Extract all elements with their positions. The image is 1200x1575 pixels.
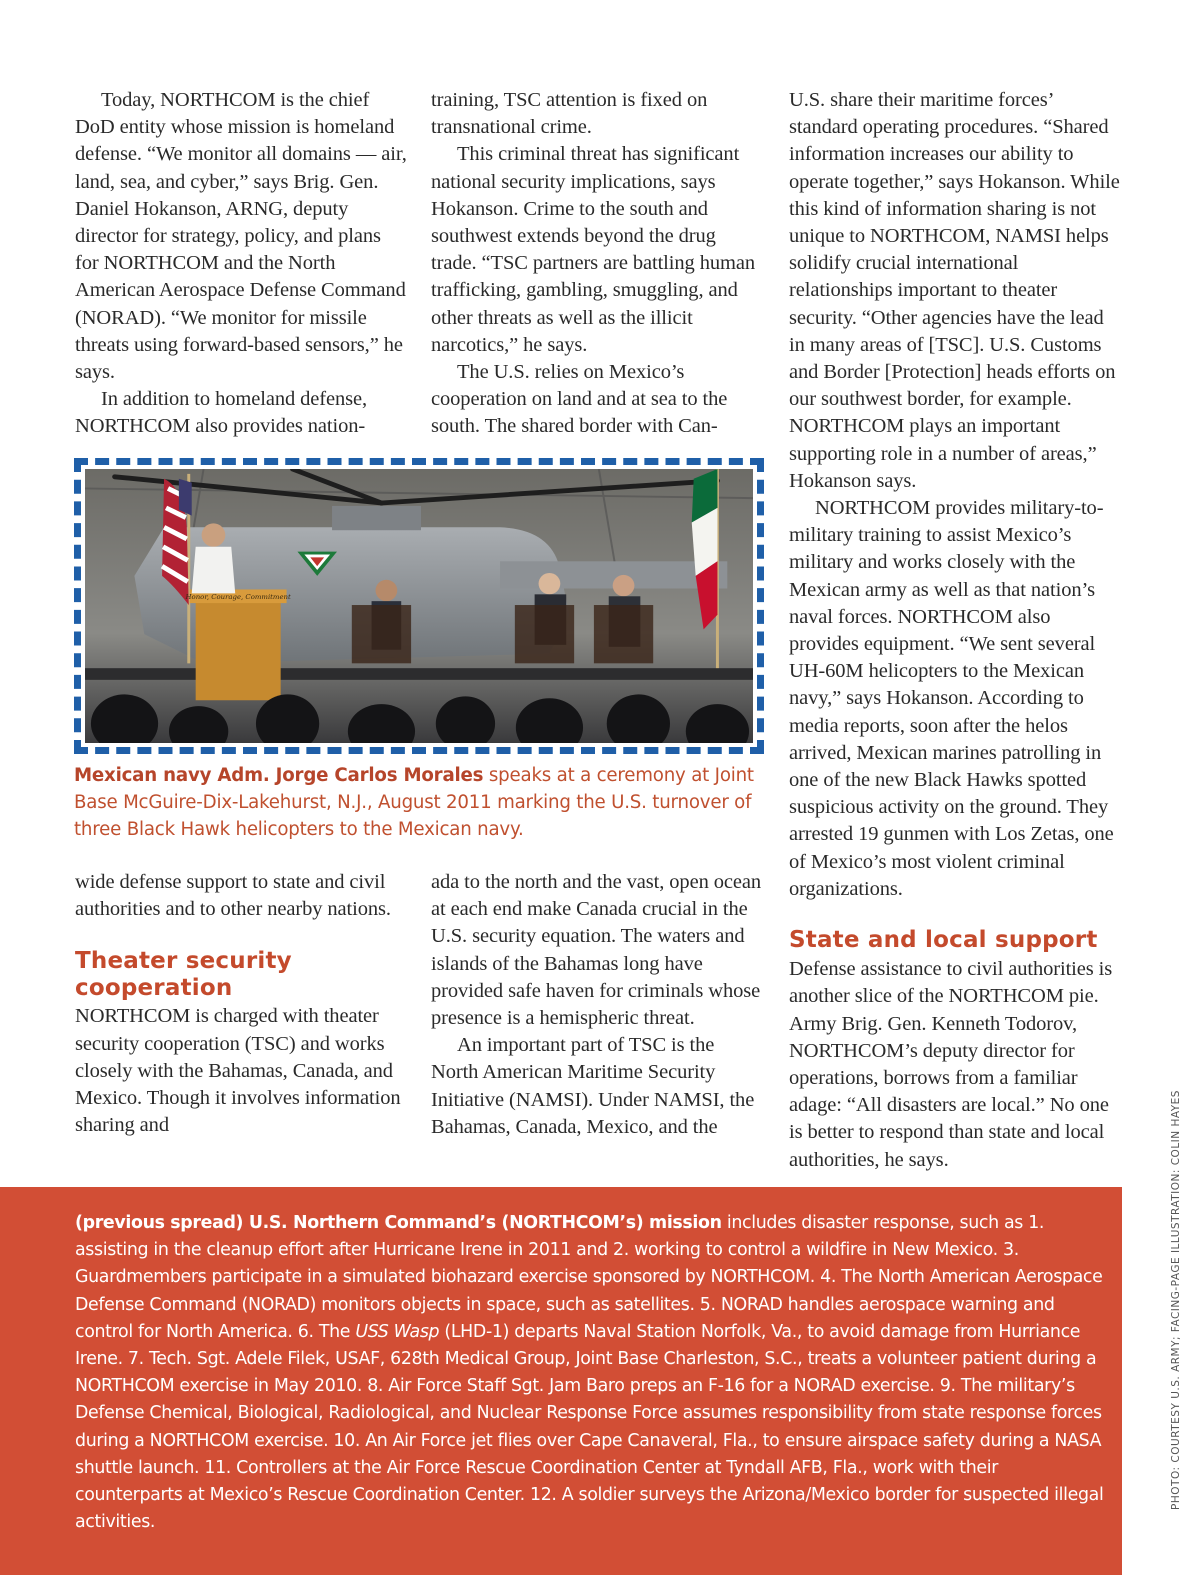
photo-credit: PHOTO: COURTESY U.S. ARMY; FACING-PAGE ILLUSTRATION: COLIN HAYES — [1170, 1090, 1182, 1510]
footer-text-part1: includes disaster response, such as 1. assisting in the cleanup effort after Hurricane Irene in 2011 and 2. working to control a wildfire in New Mexico. 3. Guardmembers participate in a simulated biohazard exercise sponsored by NORTHCOM. 4. The North American Aerospace Defense Command (NORAD) monitors objects in space, such as satellites. 5. NORAD handles aerospace warning and control for North America. 6. The — [75, 1213, 1103, 1342]
podium — [185, 589, 291, 700]
podium-sign: Honor, Courage, Commitment — [185, 593, 291, 602]
footer-text-part2: (LHD-1) departs Naval Station Norfolk, Va., to avoid damage from Hurriance Irene. 7. Tech. Sgt. Adele Filek, USAF, 628th Medical Group, Joint Base Charleston, S.C., treats a volunteer patient during a NORTHCOM exercise in May 2010. 8. Air Force Staff Sgt. Jam Baro preps an F-16 for a NORAD exercise. 9. The military’s Defense Chemical, Biological, Radiological, and Nuclear Response Force assumes responsibility from state response forces during a NORTHCOM exercise. 10. An Air Force jet flies over Cape Canaveral, Fla., to ensure airspace safety during a NASA shuttle launch. 11. Controllers at the Air Force Rescue Coordination Center at Tyndall AFB, Fla., work with their counterparts at Mexico’s Rescue Coordination Center. 12. A soldier surveys the Arizona/Mexico border for suspected illegal activities. — [75, 1321, 1104, 1533]
paragraph: Defense assistance to civil authorities is another slice of the NORTHCOM pie. Army Brig. Gen. Kenneth Todorov, NORTHCOM’s deputy director for operations, borrows from a familiar adage: “All disasters are local.” No one is better to respond than state and local authorities, he says. — [789, 958, 1113, 1171]
paragraph: In addition to homeland defense, NORTHCOM also provides nation- — [75, 388, 368, 438]
ceremony-illustration — [85, 469, 753, 743]
paragraph: U.S. share their maritime forces’ standard operating procedures. “Shared information increases our ability to operate together,” says Hokanson. While this kind of information sharing is not unique to NORTHCOM, NAMSI helps solidify crucial international relationships important to theater security. “Other agencies have the lead in many areas of [TSC]. U.S. Customs and Border [Protection] heads efforts on our southwest border, for example. NORTHCOM plays an important supporting role in a number of areas,” Hokanson says. — [789, 89, 1120, 492]
column-2-bottom — [431, 869, 766, 1141]
paragraph: Today, NORTHCOM is the chief DoD entity whose mission is homeland defense. “We monitor all domains — air, land, sea, and cyber,” says Brig. Gen. Daniel Hokanson, ARNG, deputy director for strategy, policy, and plans for NORTHCOM and the North American Aerospace Defense Command (NORAD). “We monitor for missile threats using forward-based sensors,” he says. — [75, 89, 407, 384]
ship-name: USS Wasp — [355, 1321, 440, 1342]
paragraph: ada to the north and the vast, open ocean at each end make Canada crucial in the U.S. security equation. The waters and islands of the Bahamas long have provided safe haven for criminals whose presence is a hemispheric threat. — [431, 871, 762, 1030]
column-3 — [789, 87, 1123, 1174]
paragraph: training, TSC attention is fixed on transnational crime. — [431, 89, 708, 139]
paragraph: NORTHCOM is charged with theater security cooperation (TSC) and works closely with the Bahamas, Canada, and Mexico. Though it involves information sharing and — [75, 1005, 401, 1137]
column-2-top — [431, 87, 766, 441]
paragraph: wide defense support to state and civil authorities and to other nearby nations. — [75, 871, 391, 921]
caption-lead: Mexican navy Adm. Jorge Carlos Morales — [74, 765, 484, 786]
column-1-top — [75, 87, 407, 441]
caption-text: speaks at a ceremony at Joint Base McGuire-Dix-Lakehurst, N.J., August 2011 marking the U.S. turnover of three Black Hawk helicopters to the Mexican navy. — [74, 765, 754, 840]
column-1-bottom — [75, 869, 407, 1139]
previous-spread-caption — [75, 1210, 1105, 1536]
paragraph: This criminal threat has significant national security implications, says Hokanson. Crime to the south and southwest extends beyond the drug trade. “TSC partners are battling human trafficking, gambling, smuggling, and other threats as well as the illicit narcotics,” he says. — [431, 143, 755, 356]
paragraph: NORTHCOM provides military-to-military training to assist Mexico’s military and works closely with the Mexican army as well as that nation’s naval forces. NORTHCOM also provides equipment. “We sent several UH-60M helicopters to the Mexican navy,” says Hokanson. According to media reports, soon after the helos arrived, Mexican marines patrolling in one of the new Black Hawks spotted suspicious activity on the ground. They arrested 19 gunmen with Los Zetas, one of Mexico’s most violent criminal organizations. — [789, 497, 1114, 900]
paragraph: The U.S. relies on Mexico’s cooperation on land and at sea to the south. The shared border with Can- — [431, 361, 728, 438]
section-heading-theater-security: Theater security cooperation — [75, 948, 292, 1002]
paragraph: An important part of TSC is the North American Maritime Security Initiative (NAMSI). Under NAMSI, the Bahamas, Canada, Mexico, and the — [431, 1034, 755, 1138]
ceremony-photo — [85, 469, 753, 743]
footer-lead: (previous spread) U.S. Northern Command’s (NORTHCOM’s) mission — [75, 1213, 722, 1233]
photo-frame — [74, 458, 764, 754]
photo-caption — [74, 762, 764, 843]
section-heading-state-local: State and local support — [789, 927, 1098, 954]
